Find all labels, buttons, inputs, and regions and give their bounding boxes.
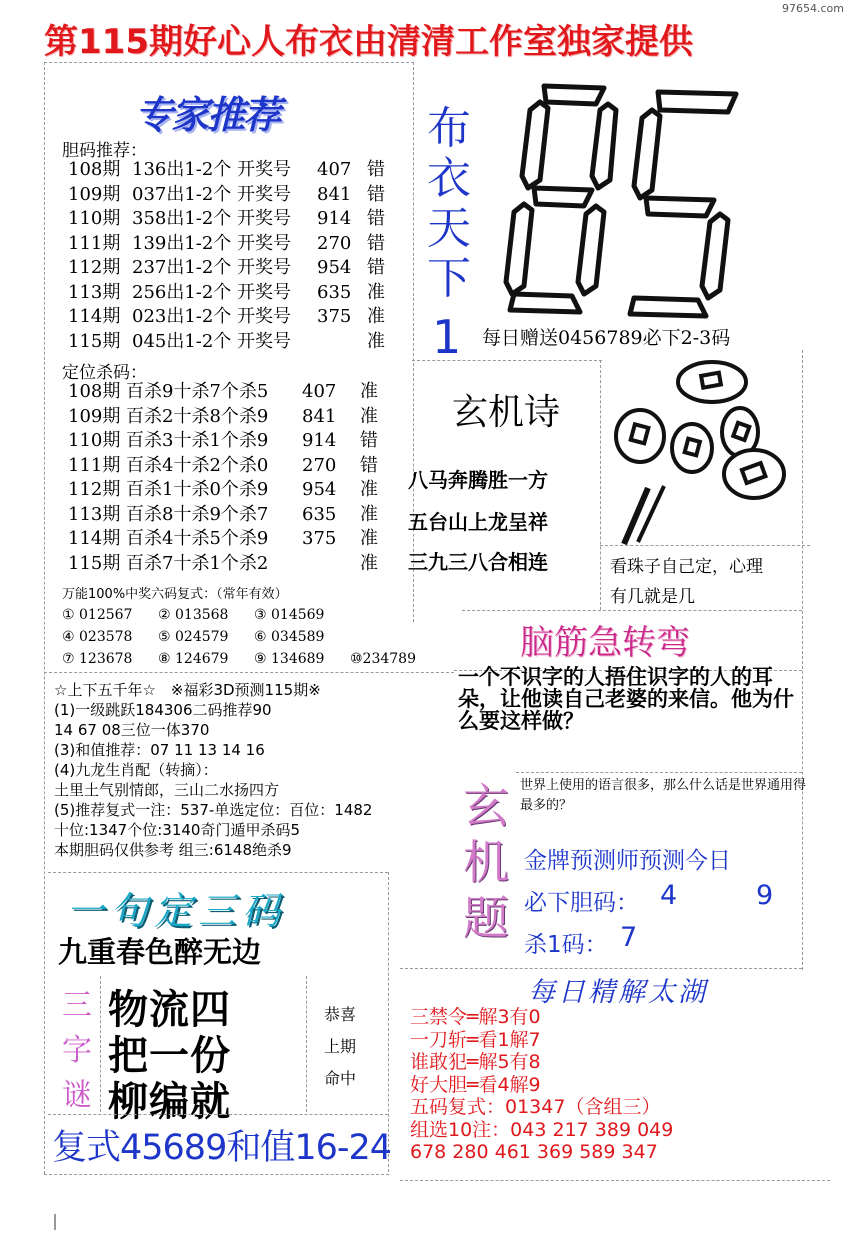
dingwei-kill: 百杀2十杀8个杀9 [126, 405, 269, 427]
combo-sum: 复式45689和值16-24 [52, 1128, 392, 1168]
poem-line: 八马奔腾胜一方 [408, 468, 548, 492]
danma-tag: 开奖号 [237, 232, 291, 254]
prediction-line: (4)九龙生肖配（转摘）： [54, 761, 218, 779]
three-char-divider [100, 976, 101, 1112]
dingwei-kill: 百杀8十杀9个杀7 [126, 503, 269, 525]
riddle-line: 柳编就 [108, 1079, 231, 1125]
page-title: 第115期好心人布衣由清清工作室独家提供 [44, 22, 693, 62]
prediction-line: 十位:1347个位:3140奇门遁甲杀码5 [54, 821, 300, 839]
dingwei-period: 112期 [68, 479, 121, 500]
danma-result: 准 [367, 330, 385, 352]
xuanji-title: 玄机题 [463, 779, 509, 945]
dingwei-num: 407 [302, 381, 337, 402]
table-row [68, 527, 390, 552]
combo-item: ⑤ 024579 [158, 629, 229, 645]
danma-table [68, 158, 397, 354]
riddle-title: 脑筋急转弯 [520, 623, 690, 663]
dingwei-result: 准 [360, 381, 378, 402]
table-row [68, 305, 397, 330]
congrats-divider [306, 976, 307, 1112]
dingwei-result: 准 [360, 552, 378, 574]
left-border [44, 62, 45, 1174]
riddle-line: 物流四 [108, 987, 231, 1033]
poem-line: 三九三八合相连 [408, 550, 548, 574]
combo-item: ⑨ 134689 [254, 651, 325, 667]
taihu-line: 三禁令═解3有0 [410, 1006, 541, 1028]
danma-result: 错 [367, 257, 385, 278]
danma-tag: 开奖号 [237, 330, 291, 352]
table-row [68, 429, 390, 454]
danma-num: 635 [317, 281, 352, 303]
poem-line: 五台山上龙呈祥 [408, 510, 548, 534]
poem-hint: 有几就是几 [610, 587, 695, 607]
table-row [68, 330, 397, 355]
combo-top-divider [48, 1114, 388, 1115]
dingwei-period: 111期 [68, 454, 121, 476]
combo-item: ③ 014569 [254, 607, 325, 623]
page-mark [54, 1214, 56, 1230]
danma-tag: 开奖号 [237, 208, 291, 229]
combo-grid [62, 604, 446, 670]
danma-num: 375 [317, 306, 352, 327]
poem-title: 玄机诗 [452, 392, 561, 433]
three-char-title: 三字谜 [62, 988, 92, 1113]
danma-result: 准 [367, 281, 385, 303]
riddle-text: 一个不识字的人捂住识字的人的耳朵，让他读自己老婆的来信。他为什么要这样做？ [458, 664, 794, 733]
dingwei-num: 914 [302, 430, 337, 451]
dingwei-num: 635 [302, 503, 337, 525]
dingwei-period: 108期 [68, 381, 121, 402]
prediction-line: 本期胆码仅供参考 组三:6148绝杀9 [54, 841, 292, 859]
wanneng-label: 万能100%中奖六码复式：（常年有效） [62, 587, 288, 602]
table-row [68, 281, 397, 306]
prediction-line: 土里土气别情郎，三山二水扬四方 [54, 781, 280, 799]
dingwei-num: 375 [302, 528, 337, 549]
poem-right-divider [600, 360, 601, 610]
dingwei-period: 113期 [68, 503, 121, 525]
combo-item: ⑧ 124679 [158, 651, 229, 667]
danma-result: 错 [367, 183, 385, 205]
taihu-top-divider [400, 968, 802, 969]
taihu-line: 五码复式：01347（含组三） [410, 1096, 661, 1118]
danma-period: 111期 [68, 232, 121, 254]
daily-gift: 每日赠送0456789必下2-3码 [482, 327, 731, 349]
table-row [68, 256, 397, 281]
sentence-top-divider [48, 872, 388, 873]
danma-num: 954 [317, 257, 352, 278]
dingwei-result: 准 [360, 503, 378, 525]
prediction-line: 14 67 08三位一体370 [54, 721, 210, 739]
danma-num: 914 [317, 208, 352, 229]
gold-danma-a: 4 [660, 880, 678, 911]
danma-pick: 358出1-2个 [132, 208, 232, 229]
dingwei-kill: 百杀4十杀2个杀0 [126, 454, 269, 476]
prediction-line: ☆上下五千年☆ ※福彩3D预测115期※ [54, 681, 321, 699]
riddle-line: 把一份 [108, 1033, 231, 1079]
danma-pick: 136出1-2个 [132, 159, 232, 180]
danma-pick: 237出1-2个 [132, 257, 232, 278]
danma-period: 114期 [68, 306, 121, 327]
one-sentence-title: 一句定三码 [66, 889, 287, 933]
dingwei-kill: 百杀7十杀1个杀2 [126, 552, 269, 574]
danma-num: 270 [317, 232, 352, 254]
top-left-border [44, 62, 414, 63]
dingwei-kill: 百杀3十杀1个杀9 [126, 430, 269, 451]
danma-period: 112期 [68, 257, 121, 278]
buyi-title: 布衣天下 [427, 103, 471, 304]
prediction-line: (5)推荐复式一注：537-单选定位：百位：1482 [54, 801, 373, 819]
dingwei-kill: 百杀1十杀0个杀9 [126, 479, 269, 500]
sentence-phrase: 九重春色醉无边 [58, 935, 262, 969]
table-row [68, 454, 390, 479]
prediction-line: (3)和值推荐：07 11 13 14 16 [54, 741, 265, 759]
dingwei-period: 109期 [68, 405, 121, 427]
danma-num: 407 [317, 159, 352, 180]
taihu-line: 678 280 461 369 589 347 [410, 1141, 658, 1163]
danma-period: 108期 [68, 159, 121, 180]
danma-period: 113期 [68, 281, 121, 303]
bottom-left-divider [44, 1174, 389, 1175]
site-watermark: 97654.com [782, 2, 844, 15]
danma-pick: 037出1-2个 [132, 183, 232, 205]
dingwei-result: 错 [360, 454, 378, 476]
danma-pick: 256出1-2个 [132, 281, 232, 303]
dingwei-table [68, 380, 390, 576]
danma-period: 109期 [68, 183, 121, 205]
lang-divider [516, 772, 802, 773]
table-row [68, 405, 390, 430]
combo-item: ⑥ 034589 [254, 629, 325, 645]
danma-period: 115期 [68, 330, 121, 352]
riddle-top-divider [462, 610, 802, 611]
gold-kill-label: 杀1码： [524, 932, 608, 958]
congrats-line: 命中 [324, 1069, 357, 1088]
dingwei-period: 110期 [68, 430, 121, 451]
table-row [68, 478, 390, 503]
combo-row [62, 648, 446, 670]
taihu-lines [410, 1006, 673, 1164]
table-row [68, 158, 397, 183]
danma-tag: 开奖号 [237, 306, 291, 327]
prediction-block [54, 680, 372, 860]
gold-danma-b: 9 [756, 880, 774, 911]
table-row [68, 207, 397, 232]
combo-row [62, 626, 446, 648]
expert-title: 专家推荐 [135, 93, 280, 137]
danma-result: 准 [367, 306, 385, 327]
taihu-bottom-divider [400, 1180, 830, 1181]
taihu-title: 每日精解太湖 [528, 977, 708, 1008]
danma-tag: 开奖号 [237, 159, 291, 180]
gold-kill-value: 7 [620, 922, 638, 953]
danma-pick: 023出1-2个 [132, 306, 232, 327]
danma-result: 错 [367, 208, 385, 229]
danma-result: 错 [367, 159, 385, 180]
table-row [68, 503, 390, 528]
combo-row [62, 604, 446, 626]
buyi-number: 1 [432, 310, 462, 364]
prediction-line: (1)一级跳跃184306二码推荐90 [54, 701, 272, 719]
danma-result: 错 [367, 232, 385, 254]
poem-hint: 看珠子自己定，心理 [610, 557, 763, 577]
digital-85-drawing [484, 80, 784, 320]
taihu-line: 谁敢犯═解5有8 [410, 1051, 541, 1073]
danma-tag: 开奖号 [237, 281, 291, 303]
danma-tag: 开奖号 [237, 257, 291, 278]
combo-item: ④ 023578 [62, 629, 133, 645]
dingwei-result: 准 [360, 405, 378, 427]
taihu-line: 一刀斩═看1解7 [410, 1028, 541, 1051]
expert-bottom-divider [44, 672, 454, 673]
dingwei-kill: 百杀4十杀5个杀9 [126, 528, 269, 549]
dingwei-period: 115期 [68, 552, 121, 574]
danma-period: 110期 [68, 208, 121, 229]
combo-item: ⑦ 123678 [62, 651, 133, 667]
danma-num: 841 [317, 183, 352, 205]
dingwei-period: 114期 [68, 528, 121, 549]
gold-title: 金牌预测师预测今日 [524, 848, 731, 874]
danma-label: 胆码推荐： [62, 141, 147, 161]
danma-tag: 开奖号 [237, 183, 291, 205]
taihu-line: 组选10注：043 217 389 049 [410, 1118, 674, 1141]
congrats-line: 上期 [324, 1037, 357, 1056]
coins-drawing [604, 358, 804, 546]
dingwei-num: 954 [302, 479, 337, 500]
table-row [68, 552, 390, 577]
taihu-line: 好大胆═看4解9 [410, 1073, 541, 1096]
congrats-line: 恭喜 [324, 1005, 357, 1024]
combo-item: ⑩234789 [350, 651, 416, 667]
danma-pick: 139出1-2个 [132, 232, 232, 254]
gold-danma-label: 必下胆码： [524, 890, 639, 916]
combo-item: ① 012567 [62, 607, 133, 623]
dingwei-result: 准 [360, 528, 378, 549]
danma-pick: 045出1-2个 [132, 330, 232, 352]
combo-item: ② 013568 [158, 607, 229, 623]
dingwei-num: 841 [302, 405, 337, 427]
dingwei-num: 270 [302, 454, 337, 476]
dingwei-result: 准 [360, 479, 378, 500]
language-question: 世界上使用的语言很多，那么什么话是世界通用得最多的？ [520, 778, 807, 813]
dingwei-kill: 百杀9十杀7个杀5 [126, 381, 269, 402]
expert-right-divider [413, 62, 414, 622]
dingwei-label: 定位杀码： [62, 363, 147, 383]
table-row [68, 183, 397, 208]
table-row [68, 380, 390, 405]
dingwei-result: 错 [360, 430, 378, 451]
table-row [68, 232, 397, 257]
